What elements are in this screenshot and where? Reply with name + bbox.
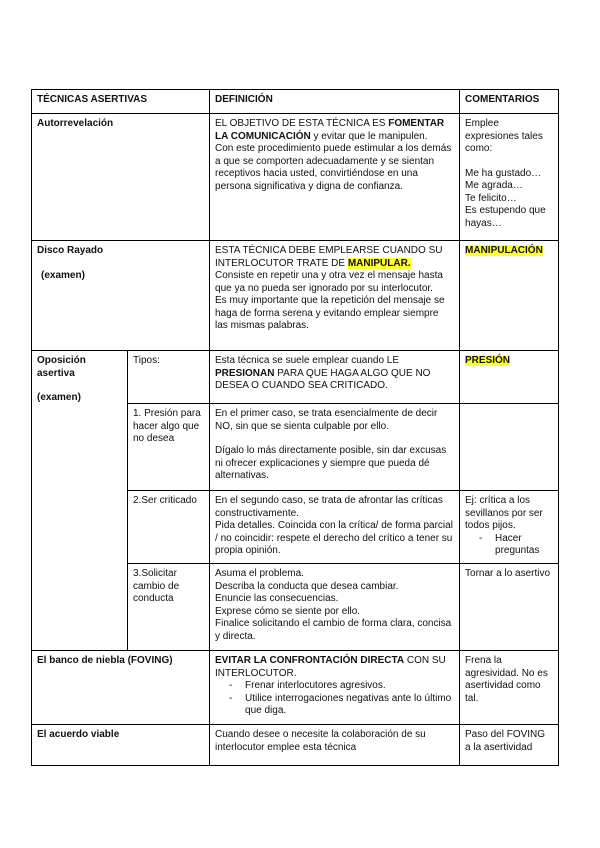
- sub2-def: [210, 491, 460, 564]
- header-comentarios: COMENTARIOS: [460, 90, 559, 114]
- def-text: En el primer caso, se trata esencialmente de decir NO, sin que se sienta culpable por ello.: [215, 408, 438, 432]
- def-text: PARA QUE HAGA ALGO QUE NO DESEA O CUANDO SEA CRITICADO.: [215, 367, 431, 391]
- def-dash-item: - Frenar interlocutores agresivos.: [229, 680, 454, 693]
- comment-dash-list: [465, 533, 553, 558]
- comentario-banco-niebla: Frena la agresividad. No es asertividad como tal.: [460, 651, 559, 725]
- def-text: EL OBJETIVO DE ESTA TÉCNICA ES: [215, 118, 389, 129]
- def-line: Exprese cómo se siente por ello.: [215, 605, 361, 617]
- def-text: ESTA TÉCNICA DEBE EMPLEARSE CUANDO SU INTERLOCUTOR TRATE DE: [215, 245, 443, 269]
- tecnica-oposicion: [32, 351, 128, 651]
- comment-example: Me ha gustado…: [465, 167, 542, 179]
- comment-example: Es estupendo que hayas…: [465, 205, 546, 229]
- definicion-acuerdo-viable: Cuando desee o necesite la colaboración de su interlocutor emplee esta técnica: [210, 725, 460, 766]
- def-text: En el segundo caso, se trata de afrontar las críticas constructivamente.: [215, 495, 443, 519]
- exam-note: (examen): [37, 392, 81, 403]
- row-acuerdo-viable: [32, 725, 559, 766]
- tecnica-name: Disco Rayado: [37, 245, 104, 256]
- def-text: y evitar que le manipulen.: [310, 130, 428, 142]
- comment-example: Me agrada…: [465, 180, 523, 191]
- def-text: Pida detalles. Coincida con la crítica/ de forma parcial / no coincidir: respete el derecho del crítico a tener su propia opinión.: [215, 520, 453, 556]
- def-text: Con este procedimiento puede estimular a los demás a que se comporten adecuadamente y se sientan receptivos hacia usted, convirtiéndose en una persona significativa y digna de confianza.: [215, 143, 452, 192]
- header-row: [32, 90, 559, 114]
- def-bold: EVITAR LA CONFRONTACIÓN DIRECTA: [215, 655, 405, 666]
- def-text: Es muy importante que la repetición del mensaje se haga de forma serena y evitando emplear siempre las mismas palabras.: [215, 295, 445, 331]
- def-bold: FOMENTAR LA COMUNICACIÓN: [215, 118, 445, 142]
- def-line: Asuma el problema.: [215, 568, 304, 579]
- tecnica-acuerdo-viable: El acuerdo viable: [32, 725, 210, 766]
- def-text: CON SU INTERLOCUTOR.: [215, 655, 446, 679]
- comment-intro: Emplee expresiones tales como:: [465, 118, 543, 154]
- row-banco-niebla: [32, 651, 559, 725]
- oposicion-tipos-label: Tipos:: [128, 351, 210, 404]
- comment-highlight: PRESIÓN: [465, 355, 511, 366]
- tecnica-disco-rayado: [32, 241, 210, 351]
- comentario-disco-rayado: [460, 241, 559, 351]
- comment-example: Te felicito…: [465, 192, 517, 204]
- row-autorrevelacion: [32, 114, 559, 241]
- def-line: Finalice solicitando el cambio de forma clara, concisa y directa.: [215, 618, 452, 642]
- definicion-autorrevelacion: [210, 114, 460, 241]
- tecnica-autorrevelacion: Autorrevelación: [32, 114, 210, 241]
- sub3-comment: Tornar a lo asertivo: [460, 564, 559, 651]
- comment-dash-item: - Hacer preguntas: [479, 533, 553, 558]
- header-tecnicas: TÉCNICAS ASERTIVAS: [32, 90, 210, 114]
- def-text: Esta técnica se suele emplear cuando LE: [215, 355, 400, 366]
- sub1-def: [210, 404, 460, 491]
- sub3-label: 3.Solicitar cambio de conducta: [128, 564, 210, 651]
- sub3-def: [210, 564, 460, 651]
- tecnica-name: Oposición asertiva: [37, 355, 86, 379]
- sub1-comment: [460, 404, 559, 491]
- def-line: Enuncie las consecuencias.: [215, 593, 339, 604]
- definicion-disco-rayado: [210, 241, 460, 351]
- asertividad-table: [31, 89, 559, 766]
- exam-note: (examen): [41, 269, 85, 281]
- comentario-acuerdo-viable: Paso del FOVING a la asertividad: [460, 725, 559, 766]
- comment-highlight: MANIPULACIÓN: [465, 245, 543, 256]
- sub2-comment: [460, 491, 559, 564]
- def-line: Describa la conducta que desea cambiar.: [215, 580, 399, 592]
- row-oposicion-tipos: [32, 351, 559, 404]
- comment-text: Ej: crítica a los sevillanos por ser todos pijos.: [465, 495, 543, 531]
- def-text: Consiste en repetir una y otra vez el mensaje hasta que ya no pueda ser ignorado por su interlocutor.: [215, 270, 443, 294]
- def-dash-item: - Utilice interrogaciones negativas ante lo último que diga.: [229, 693, 454, 718]
- sub1-label: 1. Presión para hacer algo que no desea: [128, 404, 210, 491]
- tecnica-banco-niebla: El banco de niebla (FOVING): [32, 651, 210, 725]
- comentario-autorrevelacion: [460, 114, 559, 241]
- row-disco-rayado: [32, 241, 559, 351]
- sub2-label: 2.Ser criticado: [128, 491, 210, 564]
- oposicion-tipos-def: [210, 351, 460, 404]
- def-dash-list: [215, 680, 454, 718]
- oposicion-tipos-comment: [460, 351, 559, 404]
- def-bold: PRESIONAN: [215, 367, 275, 379]
- def-highlight: MANIPULAR.: [347, 257, 411, 269]
- header-definicion: DEFINICIÓN: [210, 90, 460, 114]
- def-text: Dígalo lo más directamente posible, sin dar excusas ni ofrecer explicaciones y siempre que pueda dé alternativas.: [215, 445, 447, 481]
- definicion-banco-niebla: [210, 651, 460, 725]
